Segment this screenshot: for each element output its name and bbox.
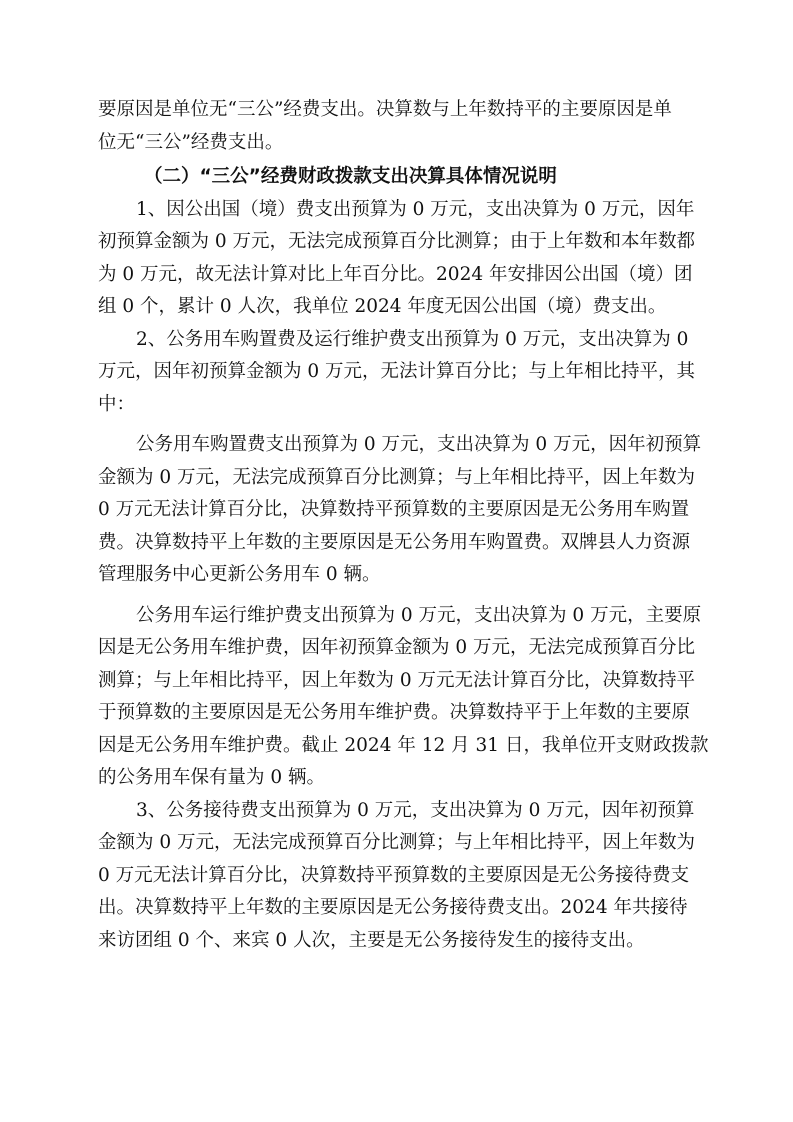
text-line: 的公务用车保有量为 0 辆。 (98, 767, 326, 788)
text-line: 万元，因年初预算金额为 0 万元，无法计算百分比；与上年相比持平，其 (98, 361, 696, 382)
paragraph-vehicle-purchase (98, 429, 701, 592)
text-line: 公务用车购置费支出预算为 0 万元，支出决算为 0 万元，因年初预算 (136, 434, 702, 455)
text-line: 2、公务用车购置费及运行维护费支出预算为 0 万元，支出决算为 0 (136, 328, 689, 350)
text-line: 3、公务接待费支出预算为 0 万元，支出决算为 0 万元，因年初预算 (136, 799, 695, 821)
text-line: 因是无公务用车维护费，因年初预算金额为 0 万元，无法完成预算百分比 (98, 637, 696, 658)
text-line: 位无“三公”经费支出。 (98, 131, 284, 153)
paragraph-vehicle-maintenance (98, 600, 709, 795)
intro-paragraph (98, 94, 701, 159)
spacer (98, 421, 701, 429)
text-line: 为 0 万元，故无法计算对比上年百分比。2024 年安排因公出国（境）团 (98, 263, 693, 285)
section-heading (98, 161, 701, 194)
text-line: 管理服务中心更新公务用车 0 辆。 (98, 564, 381, 585)
text-line: 1、因公出国（境）费支出预算为 0 万元，支出决算为 0 万元，因年 (136, 198, 695, 220)
text-line: 出。决算数持平上年数的主要原因是无公务接待费支出。2024 年共接待 (98, 897, 688, 918)
text-line: 要原因是单位无“三公”经费支出。决算数与上年数持平的主要原因是单 (98, 99, 672, 120)
paragraph-overseas-travel (98, 194, 701, 324)
text-line: 测算；与上年相比持平，因上年数为 0 万元无法计算百分比，决算数持平 (98, 669, 696, 691)
text-line: 费。决算数持平上年数的主要原因是无公务用车购置费。双牌县人力资源 (98, 531, 691, 553)
paragraph-reception (98, 795, 701, 958)
text-line: 金额为 0 万元，无法完成预算百分比测算；与上年相比持平，因上年数为 (98, 466, 696, 488)
text-line: 来访团组 0 个、来宾 0 人次，主要是无公务接待发生的接待支出。 (98, 929, 645, 951)
text-line: 初预算金额为 0 万元，无法完成预算百分比测算；由于上年数和本年数都 (98, 231, 696, 252)
text-line: 公务用车运行维护费支出预算为 0 万元，支出决算为 0 万元，主要原 (136, 604, 702, 626)
text-line: 金额为 0 万元，无法完成预算百分比测算；与上年相比持平，因上年数为 (98, 832, 696, 853)
heading-text: （二）“三公”经费财政拨款支出决算具体情况说明 (144, 166, 557, 187)
text-line: 于预算数的主要原因是无公务用车维护费。决算数持平于上年数的主要原 (98, 702, 691, 723)
paragraph-vehicle-summary (98, 324, 701, 422)
text-line: 中： (98, 393, 136, 415)
text-line: 0 万元无法计算百分比，决算数持平预算数的主要原因是无公务接待费支 (98, 864, 690, 886)
text-line: 组 0 个，累计 0 人次，我单位 2024 年度无因公出国（境）费支出。 (98, 296, 667, 317)
text-line: 0 万元无法计算百分比，决算数持平预算数的主要原因是无公务用车购置 (98, 499, 690, 520)
spacer (98, 592, 701, 600)
text-line: 因是无公务用车维护费。截止 2024 年 12 月 31 日，我单位开支财政拨款 (98, 734, 709, 756)
